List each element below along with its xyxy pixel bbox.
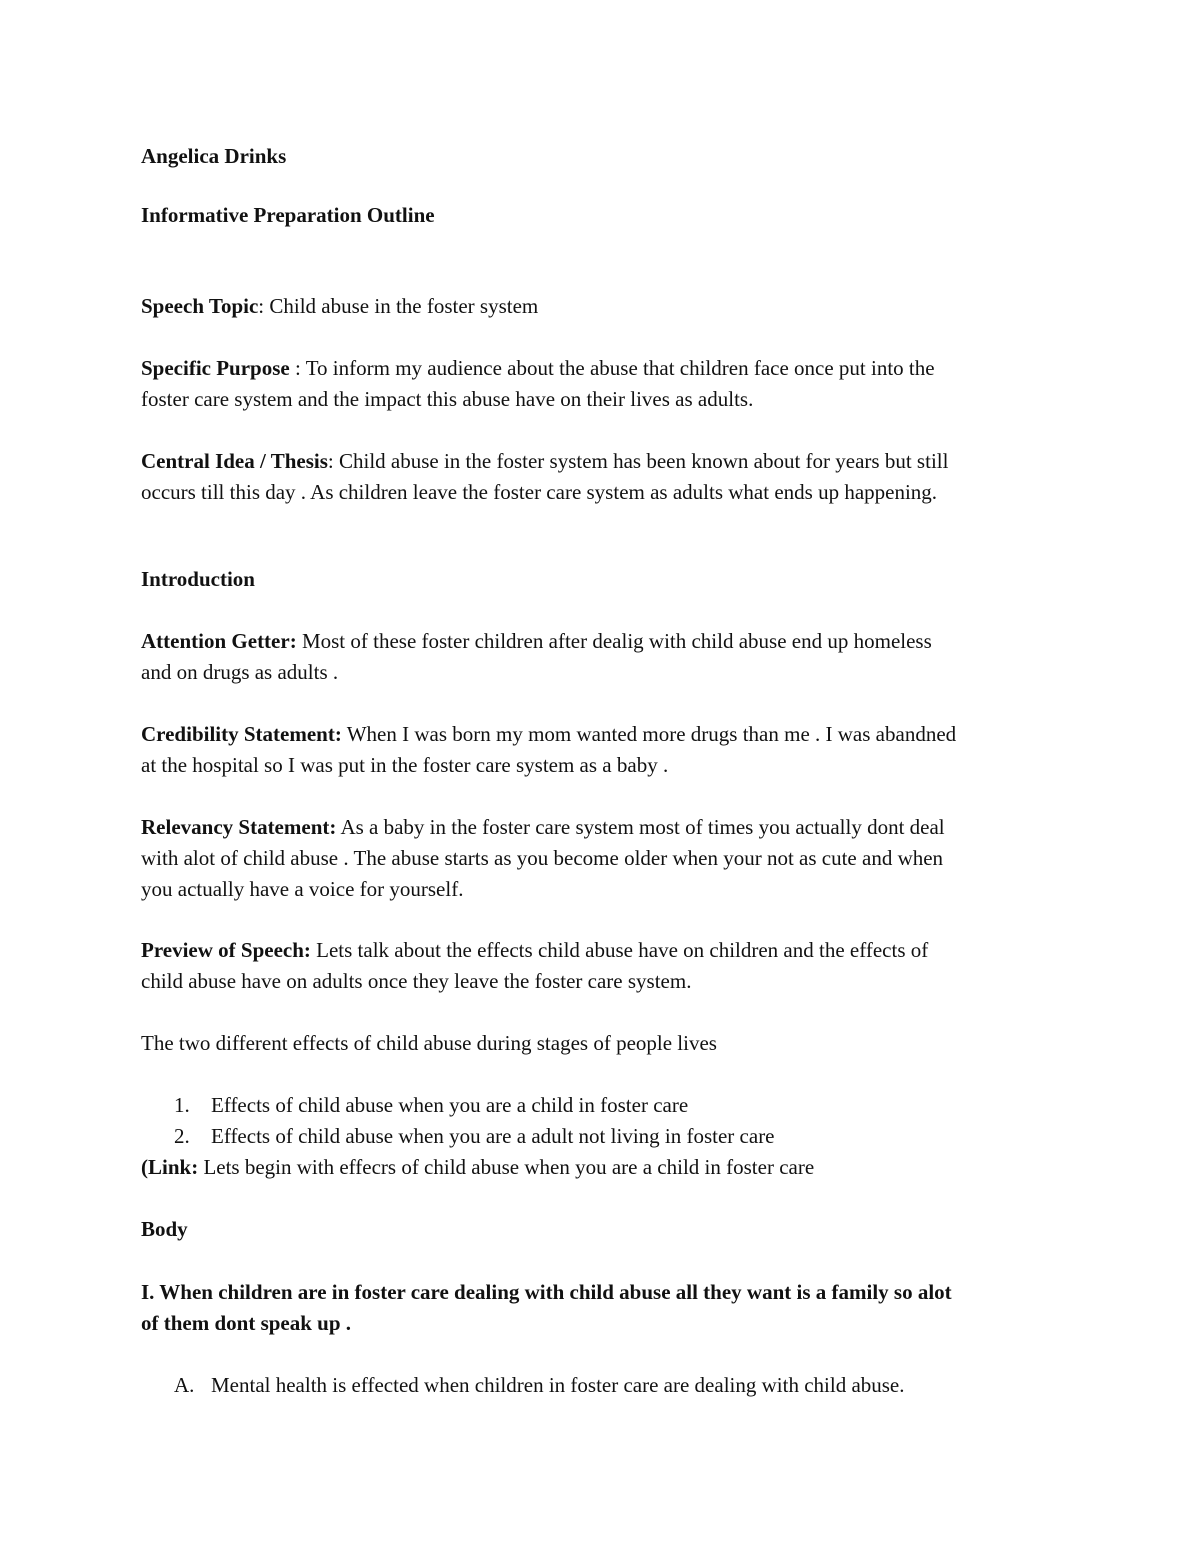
attention-getter-line-2: and on drugs as adults . xyxy=(141,660,339,684)
credibility-line-1 xyxy=(141,719,956,750)
sub-point-marker: A. xyxy=(174,1373,195,1397)
speech-topic-label: Speech Topic xyxy=(141,294,259,318)
link-label: (Link: xyxy=(141,1155,199,1179)
specific-purpose-line-2: foster care system and the impact this abuse have on their lives as adults. xyxy=(141,387,754,411)
link-line xyxy=(141,1152,814,1183)
preview-line-2: child abuse have on adults once they leave the foster care system. xyxy=(141,969,692,993)
credibility-line-2: at the hospital so I was put in the foster care system as a baby . xyxy=(141,753,669,777)
relevancy-line-1 xyxy=(141,812,945,843)
sub-point-text: Mental health is effected when children in foster care are dealing with child abuse. xyxy=(211,1373,905,1397)
relevancy-line-2: with alot of child abuse . The abuse starts as you become older when your not as cute and when xyxy=(141,846,944,870)
list-item-marker: 1. xyxy=(174,1093,190,1117)
central-idea-text-1: : Child abuse in the foster system has been known about for years but still xyxy=(327,449,949,473)
list-item-marker: 2. xyxy=(174,1124,190,1148)
relevancy-line-3: you actually have a voice for yourself. xyxy=(141,877,464,901)
speech-topic-text: : Child abuse in the foster system xyxy=(258,294,539,318)
author-name: Angelica Drinks xyxy=(141,144,287,168)
list-item-text: Effects of child abuse when you are a adult not living in foster care xyxy=(211,1124,775,1148)
introduction-heading: Introduction xyxy=(141,567,255,591)
body-heading: Body xyxy=(141,1217,188,1241)
central-idea-label: Central Idea / Thesis xyxy=(141,449,328,473)
list-item-text: Effects of child abuse when you are a child in foster care xyxy=(211,1093,689,1117)
main-point-1-line-2: of them dont speak up . xyxy=(141,1311,352,1335)
link-text: Lets begin with effecrs of child abuse when you are a child in foster care xyxy=(198,1155,815,1179)
document-title: Informative Preparation Outline xyxy=(141,203,435,227)
relevancy-text-1: As a baby in the foster care system most of times you actually dont deal xyxy=(336,815,945,839)
attention-getter-line-1 xyxy=(141,626,932,657)
two-effects-intro: The two different effects of child abuse during stages of people lives xyxy=(141,1031,717,1055)
preview-text-1: Lets talk about the effects child abuse have on children and the effects of xyxy=(310,938,929,962)
attention-getter-label: Attention Getter: xyxy=(141,629,297,653)
preview-label: Preview of Speech: xyxy=(141,938,311,962)
main-point-1-line-1: I. When children are in foster care dealing with child abuse all they want is a family so alot xyxy=(141,1280,952,1304)
specific-purpose-label: Specific Purpose xyxy=(141,356,290,380)
central-idea-line-1 xyxy=(141,446,948,477)
preview-line-1 xyxy=(141,935,928,966)
specific-purpose-line-1 xyxy=(141,353,935,384)
credibility-text-1: When I was born my mom wanted more drugs than me . I was abandned xyxy=(341,722,957,746)
relevancy-label: Relevancy Statement: xyxy=(141,815,337,839)
attention-getter-text-1: Most of these foster children after dealig with child abuse end up homeless xyxy=(296,629,932,653)
specific-purpose-text-1: : To inform my audience about the abuse that children face once put into the xyxy=(289,356,935,380)
credibility-label: Credibility Statement: xyxy=(141,722,342,746)
central-idea-line-2: occurs till this day . As children leave the foster care system as adults what ends up happening. xyxy=(141,480,938,504)
speech-topic xyxy=(141,291,538,322)
